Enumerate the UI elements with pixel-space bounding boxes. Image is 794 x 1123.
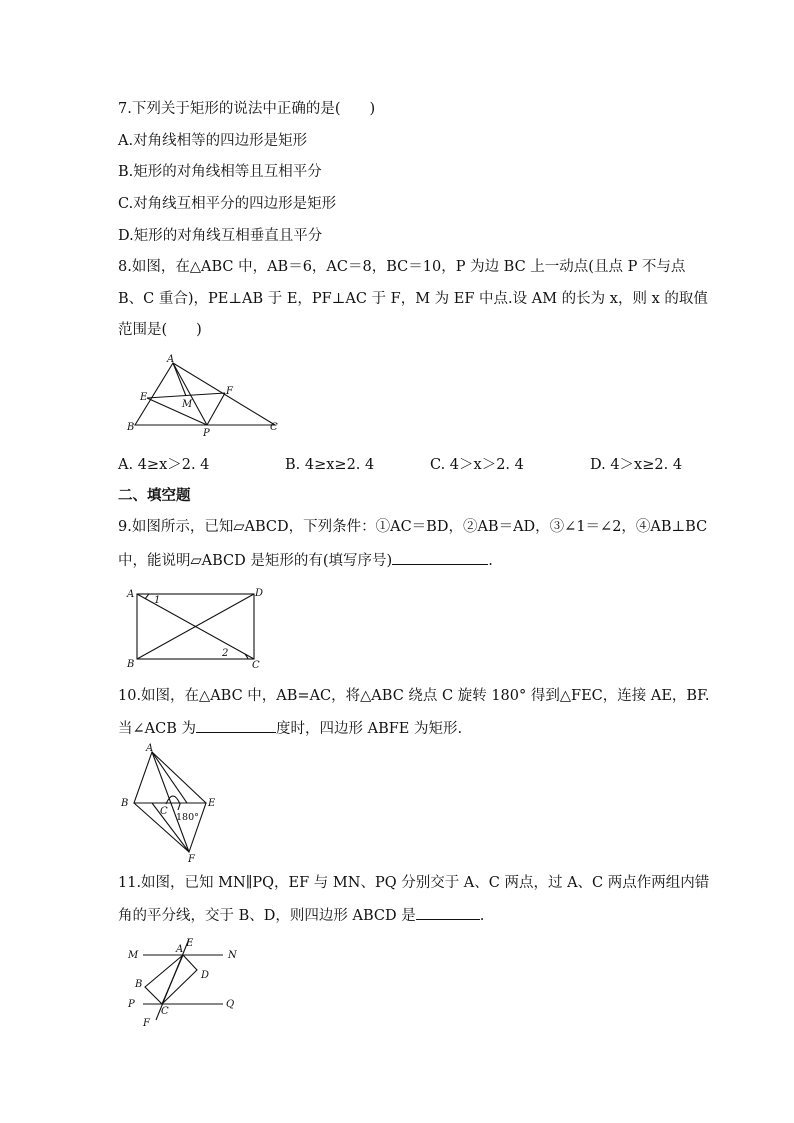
q9-label-b: B — [127, 659, 135, 670]
q9-label-c: C — [252, 660, 260, 671]
q11-diagonal-ac — [162, 955, 183, 1004]
q8-line1: 8.如图，在△ABC 中，AB＝6，AC＝8，BC＝10，P 为边 BC 上一动点(且点 P 不与点 — [118, 259, 686, 275]
q10-line1: 10.如图，在△ABC 中，AB=AC，将△ABC 绕点 C 旋转 180° 得到△FEC，连接 AE，BF. — [118, 688, 710, 704]
q11-line2 — [118, 904, 484, 926]
q8-label-e: E — [140, 392, 148, 403]
q7-option-a: A.对角线相等的四边形是矩形 — [118, 133, 308, 149]
q9-answer-blank[interactable] — [392, 549, 488, 565]
q8-triangle-figure — [118, 350, 288, 440]
q11-label-d: D — [201, 970, 210, 981]
q7-option-d: D.矩形的对角线互相垂直且平分 — [118, 228, 323, 244]
q11-label-p: P — [128, 999, 135, 1010]
q11-answer-blank[interactable] — [416, 904, 480, 920]
q8-option-a: A. 4≥x＞2. 4 — [118, 457, 210, 473]
q11-line2-end: . — [479, 908, 485, 924]
q9-line2-end: . — [488, 553, 493, 569]
q9-rectangle-figure — [118, 582, 278, 672]
q9-line2 — [118, 549, 493, 571]
q8-line3: 范围是( ) — [118, 322, 202, 338]
q10-line2-end: 度时，四边形 ABFE 为矩形. — [275, 721, 463, 737]
q8-label-m: M — [182, 399, 193, 410]
q10-answer-blank[interactable] — [196, 717, 276, 733]
q11-label-a: A — [176, 944, 184, 955]
q11-label-m: M — [128, 950, 139, 961]
q8-label-f: F — [226, 386, 233, 397]
q11-line1: 11.如图，已知 MN∥PQ，EF 与 MN、PQ 分别交于 A、C 两点，过 A、C 两点作两组内错 — [118, 875, 710, 891]
q8-line2: B、C 重合)，PE⊥AB 于 E，PF⊥AC 于 F，M 为 EF 中点.设 AM 的长为 x，则 x 的取值 — [118, 291, 708, 307]
q8-option-d: D. 4＞x≥2. 4 — [590, 457, 683, 473]
q10-label-f: F — [188, 854, 195, 865]
q8-segment-pf — [207, 393, 225, 425]
q10-segment-af — [152, 752, 189, 852]
q8-label-a: A — [167, 354, 175, 365]
q9-label-a: A — [127, 589, 135, 600]
q8-option-b: B. 4≥x≥2. 4 — [285, 457, 375, 473]
q11-label-q: Q — [226, 999, 235, 1010]
q9-label-angle1: 1 — [154, 595, 161, 606]
q8-option-c: C. 4＞x＞2. 4 — [430, 457, 524, 473]
q7-option-b: B.矩形的对角线相等且互相平分 — [118, 164, 322, 180]
q7-option-c: C.对角线互相平分的四边形是矩形 — [118, 196, 337, 212]
q10-label-b: B — [121, 798, 129, 809]
q8-label-c: C — [270, 422, 278, 433]
q8-segment-am — [173, 363, 186, 396]
q9-label-angle2: 2 — [222, 648, 229, 659]
q9-line1: 9.如图所示，已知▱ABCD，下列条件：①AC＝BD，②AB＝AD，③∠1＝∠2，④AB⊥BC — [118, 519, 708, 535]
q11-parallel-lines-figure — [118, 935, 248, 1033]
q11-label-e: E — [186, 938, 194, 949]
q8-label-b: B — [127, 422, 135, 433]
q10-line2 — [118, 717, 462, 739]
q11-line2-text: 角的平分线，交于 B、D，则四边形 ABCD 是 — [118, 908, 416, 924]
q8-label-p: P — [203, 428, 210, 439]
section-title: 二、填空题 — [118, 488, 191, 504]
q9-line2-text: 中，能说明▱ABCD 是矩形的有(填写序号) — [118, 553, 393, 569]
q10-rotation-figure — [118, 740, 228, 865]
q11-quadrilateral-abcd — [145, 955, 197, 1004]
q10-segment-ae — [152, 752, 206, 803]
q11-label-b: B — [135, 979, 143, 990]
q10-label-c: C — [160, 806, 168, 817]
q11-label-f: F — [143, 1018, 150, 1029]
q10-label-e: E — [208, 798, 216, 809]
q10-line2-start: 当∠ACB 为 — [118, 721, 196, 737]
q7-stem: 7.下列关于矩形的说法中正确的是( ) — [118, 101, 376, 117]
q8-segment-pe — [147, 398, 207, 425]
q9-label-d: D — [255, 588, 264, 599]
q9-angle1-arc — [145, 594, 149, 599]
q10-label-a: A — [146, 743, 154, 754]
q11-label-c: C — [161, 1006, 169, 1017]
q11-label-n: N — [228, 950, 237, 961]
q10-label-angle: 180° — [176, 812, 199, 823]
